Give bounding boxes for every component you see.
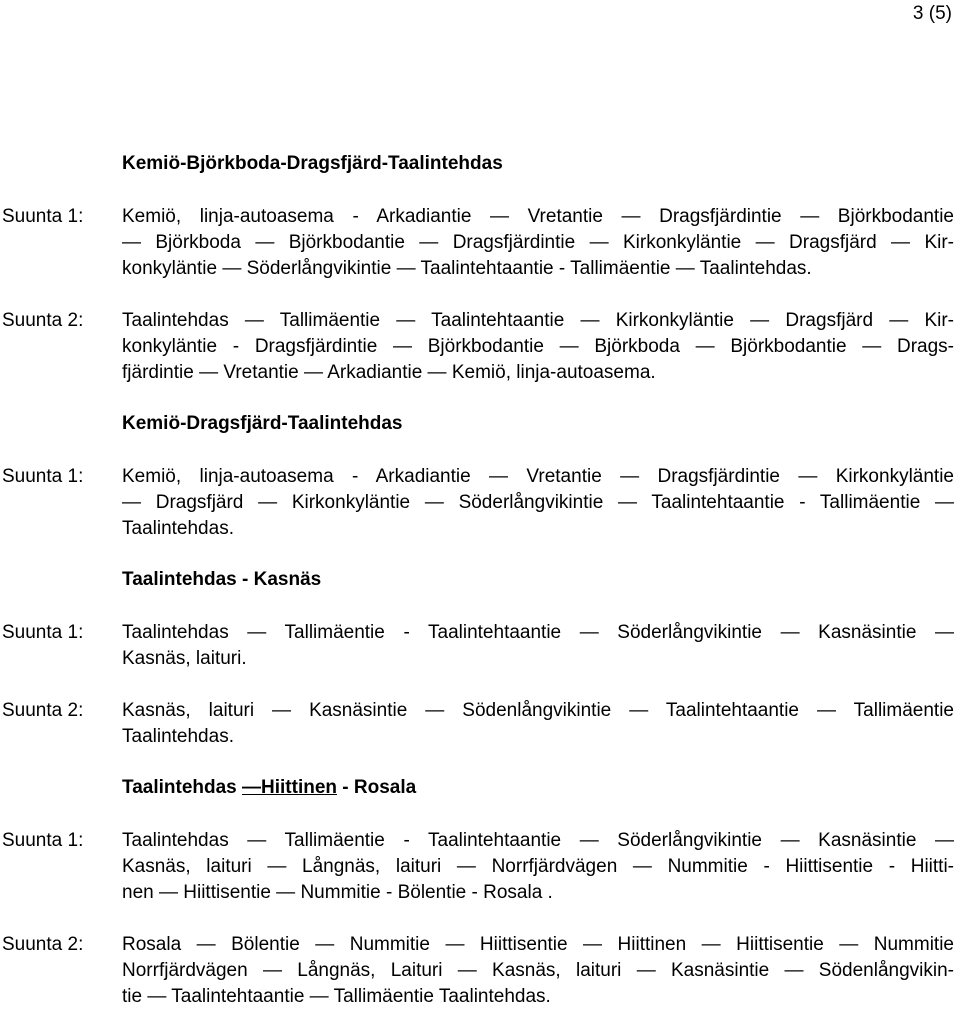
section-heading: Kemiö-Björkboda-Dragsfjärd-Taalintehdas xyxy=(122,153,503,174)
route-line: Kasnäs, laituri. xyxy=(122,648,247,669)
route-description xyxy=(122,828,954,906)
heading-part-underlined: —Hiittinen xyxy=(242,777,338,798)
route-line: Taalintehdas. xyxy=(122,518,234,539)
route-description xyxy=(122,204,954,282)
route-line: konkyläntie — Söderlångvikintie — Taalintehtaantie - Tallimäentie — Taalintehdas. xyxy=(122,258,812,279)
route-line: Taalintehdas — Tallimäentie - Taalintehtaantie — Söderlångvikintie — Kasnäsintie — xyxy=(122,830,954,851)
route-label: Suunta 1: xyxy=(2,622,84,643)
route-line: fjärdintie — Vretantie — Arkadiantie — Kemiö, linja-autoasema. xyxy=(122,362,656,383)
route-description xyxy=(122,308,954,386)
route-line: tie — Taalintehtaantie — Tallimäentie Taalintehdas. xyxy=(122,986,551,1007)
route-label: Suunta 2: xyxy=(2,700,84,721)
heading-part: - Rosala xyxy=(337,777,417,798)
section-heading: Kemiö-Dragsfjärd-Taalintehdas xyxy=(122,413,403,434)
section-heading: Taalintehdas - Kasnäs xyxy=(122,569,322,590)
route-label: Suunta 1: xyxy=(2,206,84,227)
route-line: Kasnäs, laituri — Långnäs, laituri — Norrfjärdvägen — Nummitie - Hiittisentie - Hiitti- xyxy=(122,856,954,877)
route-description xyxy=(122,932,954,1010)
route-line: Norrfjärdvägen — Långnäs, Laituri — Kasnäs, laituri — Kasnäsintie — Södenlångvikin- xyxy=(122,960,954,981)
route-line: nen — Hiittisentie — Nummitie - Bölentie - Rosala . xyxy=(122,882,553,903)
route-line: Kemiö, linja-autoasema - Arkadiantie — Vretantie — Dragsfjärdintie — Kirkonkyläntie xyxy=(122,466,954,487)
route-line: Rosala — Bölentie — Nummitie — Hiittisentie — Hiittinen — Hiittisentie — Nummitie xyxy=(122,934,954,955)
route-line: Kemiö, linja-autoasema - Arkadiantie — Vretantie — Dragsfjärdintie — Björkbodantie xyxy=(122,206,954,227)
route-line: — Björkboda — Björkbodantie — Dragsfjärdintie — Kirkonkyläntie — Dragsfjärd — Kir- xyxy=(122,232,954,253)
route-label: Suunta 2: xyxy=(2,310,84,331)
route-line: konkyläntie - Dragsfjärdintie — Björkbodantie — Björkboda — Björkbodantie — Drags- xyxy=(122,336,954,357)
heading-part: Taalintehdas xyxy=(122,777,243,798)
route-label: Suunta 1: xyxy=(2,466,84,487)
page-number: 3 (5) xyxy=(912,3,952,24)
section-heading xyxy=(122,776,416,800)
route-description xyxy=(122,464,954,542)
route-label: Suunta 2: xyxy=(2,934,84,955)
route-description xyxy=(122,698,954,750)
route-line: Taalintehdas — Tallimäentie — Taalintehtaantie — Kirkonkyläntie — Dragsfjärd — Kir- xyxy=(122,310,954,331)
route-line: Taalintehdas — Tallimäentie - Taalintehtaantie — Söderlångvikintie — Kasnäsintie — xyxy=(122,622,954,643)
route-line: Kasnäs, laituri — Kasnäsintie — Södenlångvikintie — Taalintehtaantie — Tallimäentie xyxy=(122,700,954,721)
route-line: Taalintehdas. xyxy=(122,726,234,747)
route-label: Suunta 1: xyxy=(2,830,84,851)
route-line: — Dragsfjärd — Kirkonkyläntie — Söderlångvikintie — Taalintehtaantie - Tallimäentie — xyxy=(122,492,954,513)
route-description xyxy=(122,620,954,672)
